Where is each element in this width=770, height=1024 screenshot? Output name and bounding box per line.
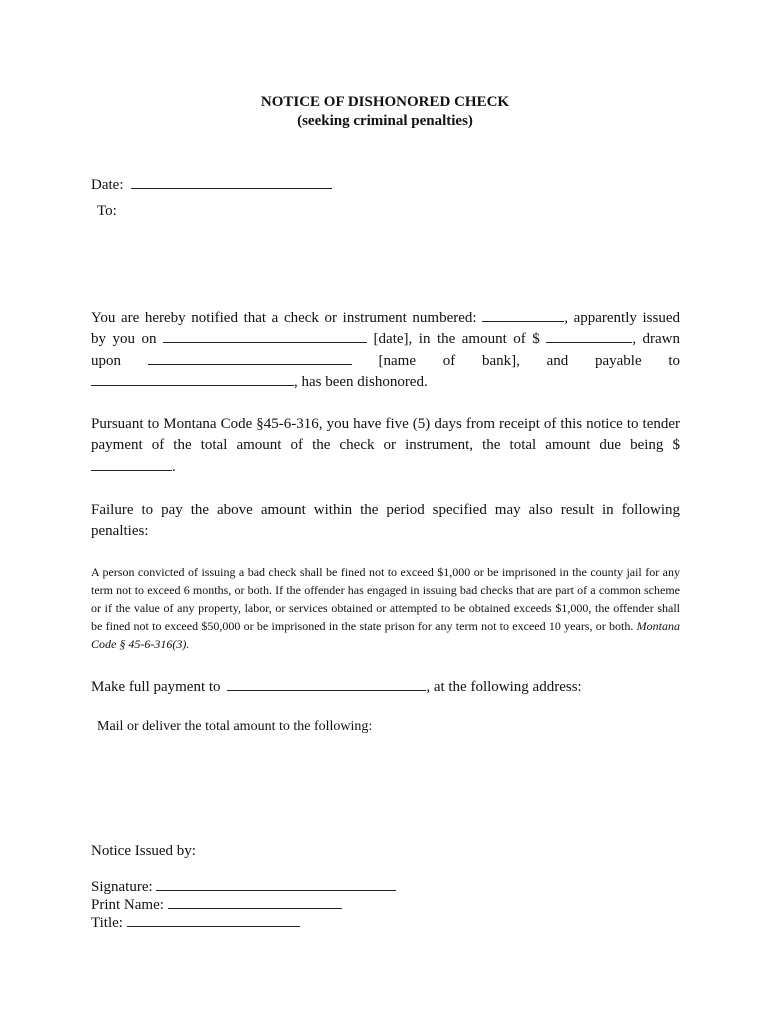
para3: Failure to pay the above amount within the period specified may also result in following penalties: [91, 502, 680, 539]
para2-end: . [172, 459, 176, 475]
payee-field[interactable] [91, 371, 294, 386]
title-label: Title: [91, 915, 123, 931]
payment-label: Make full payment to [91, 679, 221, 695]
amount-field[interactable] [546, 328, 632, 343]
para1-line2-a: by you on [91, 331, 157, 347]
print-name-label: Print Name: [91, 897, 164, 913]
title-row [91, 912, 300, 934]
date-row [91, 174, 332, 196]
para1-line3-b: [name of bank], and payable to [378, 353, 681, 369]
para1-text-b: , apparently issued [564, 310, 680, 326]
para1-line2 [91, 328, 680, 350]
penalty-text: A person convicted of issuing a bad check shall be fined not to exceed $1,000 or be imprisoned in the county jail for any term not to exceed 6 months, or both. If the offender has engaged in issuing bad checks that are part of a common scheme or if the value of any property, labor, or services obtained or attempted to be obtained exceeds $1,000, the offender shall be fined not to exceed $50,000 or be imprisoned in the state prison for any term not to exceed 10 years, or both. [91, 565, 680, 633]
check-number-field[interactable] [482, 307, 564, 322]
penalty-citation: Montana Code § 45-6-316(3). [91, 619, 680, 651]
print-name-field[interactable] [168, 894, 342, 909]
para1-line3 [91, 350, 680, 372]
para1-line4 [91, 371, 428, 393]
payment-row [91, 676, 582, 698]
para1-line2-c: , drawn [632, 331, 681, 347]
payment-recipient-field[interactable] [227, 676, 426, 691]
para1-line4-text: , has been dishonored. [294, 374, 428, 390]
title-field[interactable] [127, 912, 300, 927]
signature-label: Signature: [91, 879, 153, 895]
para2-text: Pursuant to Montana Code §45-6-316, you have five (5) days from receipt of this notice to tender payment of the total amount of the check or instrument, the total amount due being [91, 416, 680, 453]
signature-field[interactable] [156, 876, 396, 891]
mail-instruction: Mail or deliver the total amount to the following: [97, 719, 373, 734]
bank-name-field[interactable] [148, 350, 352, 365]
issued-by-label: Notice Issued by: [91, 843, 196, 859]
para1-text-a: You are hereby notified that a check or instrument numbered: [91, 310, 477, 326]
payment-label-b: , at the following address: [426, 679, 582, 695]
para1-line2-b: [date], in the amount of $ [373, 331, 540, 347]
to-label: To: [97, 203, 117, 219]
date-field[interactable] [131, 174, 332, 189]
para1-line3-a: upon [91, 353, 121, 369]
total-due-field[interactable] [91, 456, 172, 471]
amount-group [546, 331, 680, 347]
para1-line1 [91, 307, 680, 329]
document-subtitle: (seeking criminal penalties) [297, 113, 473, 129]
issue-date-field[interactable] [163, 328, 367, 343]
penalty-paragraph [91, 563, 680, 653]
document-title: NOTICE OF DISHONORED CHECK [260, 94, 510, 110]
check-number-group [482, 310, 680, 326]
para2-dollar: $ [672, 437, 680, 453]
date-label: Date: [91, 177, 124, 193]
para2 [91, 414, 680, 478]
